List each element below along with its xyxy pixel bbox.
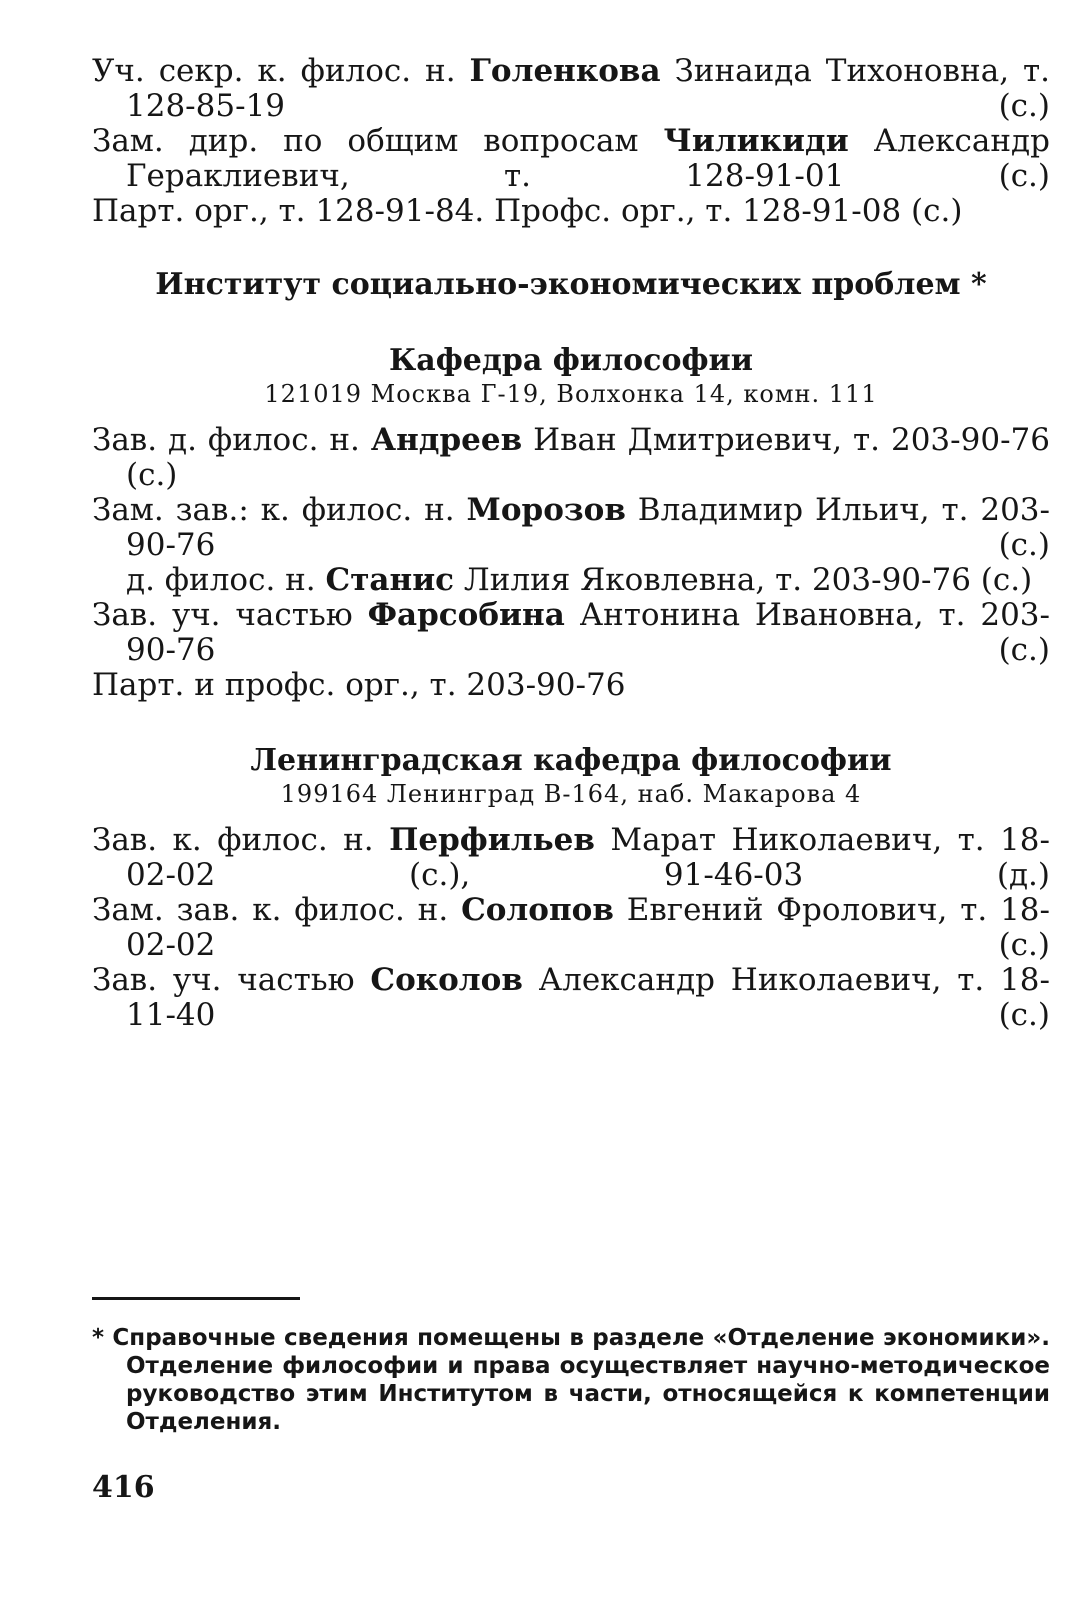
department-title: Ленинградская кафедра философии <box>250 743 892 778</box>
person-surname: Станис <box>325 562 455 598</box>
directory-entry: Зам. дир. по общим вопросам Чиликиди Александр Гераклиевич, т. 128-91-01 (с.) <box>92 123 1050 194</box>
directory-entry: Зав. уч. частью Фарсобина Антонина Ивановна, т. 203-90-76 (с.) <box>92 597 1050 668</box>
top-section <box>92 54 1050 229</box>
department-address: 199164 Ленинград В-164, наб. Макарова 4 <box>280 780 862 808</box>
leningrad-department <box>92 743 1050 1033</box>
institute-title: Институт социально-экономических проблем * <box>155 267 987 302</box>
department-title: Кафедра философии <box>388 343 754 378</box>
directory-entry: Зав. уч. частью Соколов Александр Николаевич, т. 18-11-40 (с.) <box>92 962 1050 1033</box>
footnote-divider <box>92 1297 300 1300</box>
footnote <box>92 1324 1050 1436</box>
directory-entry: д. филос. н. Станис Лилия Яковлевна, т. 203-90-76 (с.) <box>126 562 1033 598</box>
org-contacts: Парт. орг., т. 128-91-84. Профс. орг., т. 128-91-08 (с.) <box>92 193 963 229</box>
person-surname: Чиликиди <box>663 123 849 159</box>
page-body <box>92 54 1050 1033</box>
directory-entry: Зав. к. филос. н. Перфильев Марат Николаевич, т. 18-02-02 (с.), 91-46-03 (д.) <box>92 822 1050 893</box>
moscow-department <box>92 343 1050 703</box>
org-contacts: Парт. и профс. орг., т. 203-90-76 <box>92 667 626 703</box>
page-number: 416 <box>92 1470 155 1505</box>
department-address: 121019 Москва Г-19, Волхонка 14, комн. 111 <box>264 380 878 408</box>
person-surname: Соколов <box>370 962 523 998</box>
directory-entry: Зам. зав. к. филос. н. Солопов Евгений Фролович, т. 18-02-02 (с.) <box>92 892 1050 963</box>
person-surname: Морозов <box>466 492 626 528</box>
person-surname: Солопов <box>461 892 614 928</box>
directory-entry: Зам. зав.: к. филос. н. Морозов Владимир Ильич, т. 203-90-76 (с.) <box>92 492 1050 563</box>
person-surname: Андреев <box>370 422 523 458</box>
person-surname: Фарсобина <box>367 597 565 633</box>
person-surname: Голенкова <box>469 53 661 89</box>
footnote-text: * Справочные сведения помещены в разделе «Отделение экономики». Отделение философии и права осуществляет научно-методическое руководство этим Институтом в части, относящейся к компетенции Отделения. <box>92 1325 1050 1435</box>
person-surname: Перфильев <box>389 822 595 858</box>
directory-entry: Уч. секр. к. филос. н. Голенкова Зинаида Тихоновна, т. 128-85-19 (с.) <box>92 53 1050 124</box>
directory-entry: Зав. д. филос. н. Андреев Иван Дмитриевич, т. 203-90-76 (с.) <box>92 422 1050 493</box>
